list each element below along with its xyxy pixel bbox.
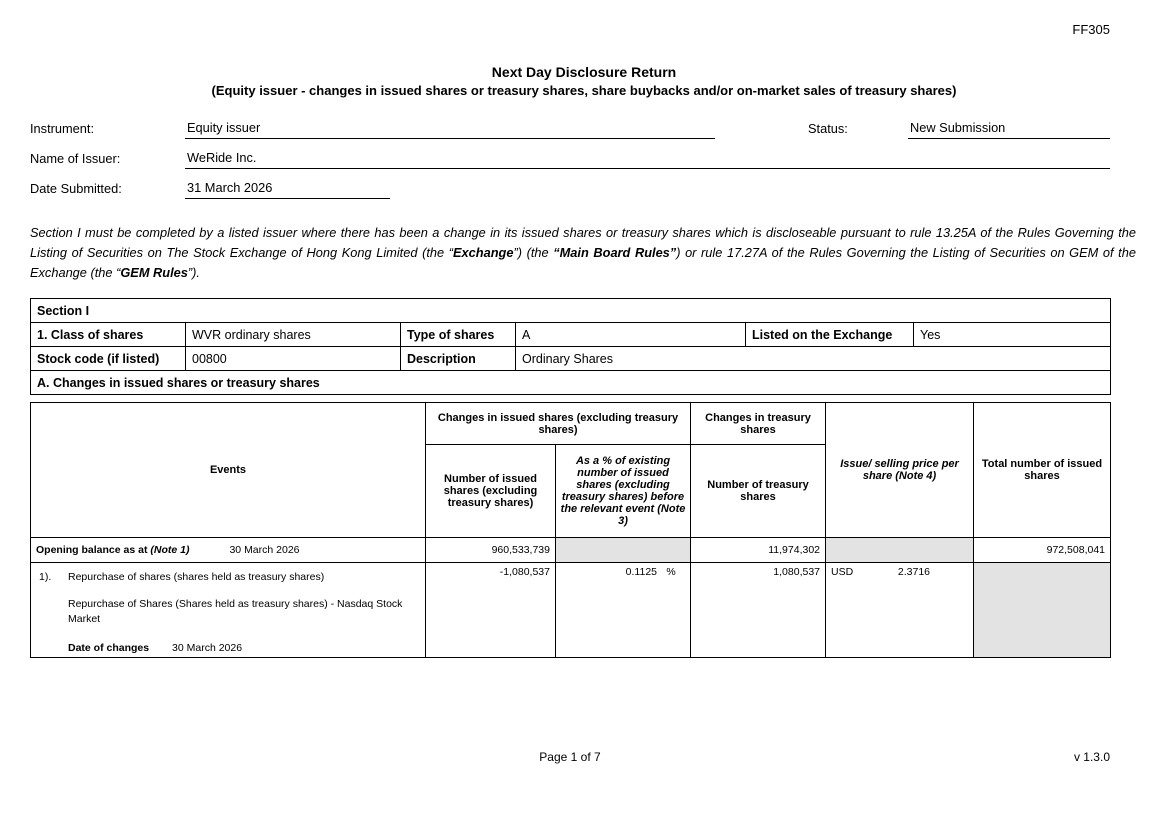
status-value: New Submission <box>908 120 1110 139</box>
intro-text-segment: ) or rule 17.27A of the Rules Governing the Listing of Securities on GEM of the Exchange (the “ <box>30 244 1136 280</box>
event-1-percent-cell <box>556 563 691 657</box>
form-code: FF305 <box>1072 22 1110 37</box>
opening-percent-cell-shaded <box>556 538 691 563</box>
listed-on-exchange-label: Listed on the Exchange <box>746 323 914 347</box>
col-header-changes-treasury: Changes in treasury shares <box>691 403 826 445</box>
event-1-num-issued: -1,080,537 <box>426 563 556 657</box>
opening-price-cell-shaded <box>826 538 974 563</box>
instrument-row <box>30 120 1110 139</box>
intro-bold-exchange: Exchange <box>452 244 514 260</box>
intro-bold-main-board-rules: “Main Board Rules” <box>553 244 677 260</box>
intro-text-segment: ”) (the <box>513 244 554 260</box>
type-of-shares-value: A <box>516 323 746 347</box>
col-header-changes-issued: Changes in issued shares (excluding treasury shares) <box>426 403 691 445</box>
opening-balance-label: Opening balance as at <box>36 544 151 557</box>
issuer-value: WeRide Inc. <box>185 150 1110 169</box>
page-footer <box>30 750 1110 766</box>
version-label: v 1.3.0 <box>1073 750 1110 764</box>
listed-on-exchange-value: Yes <box>914 323 1111 347</box>
section1-table <box>30 298 1111 395</box>
description-value: Ordinary Shares <box>516 347 1111 371</box>
event-1-date-value: 30 March 2026 <box>172 641 243 654</box>
event-1-price: 2.3716 <box>897 566 931 579</box>
stock-code-label: Stock code (if listed) <box>31 347 186 371</box>
date-submitted-label: Date Submitted: <box>30 181 122 196</box>
class-of-shares-value: WVR ordinary shares <box>186 323 401 347</box>
intro-text-segment: ”). <box>187 264 200 280</box>
status-label: Status: <box>808 121 848 136</box>
instrument-label: Instrument: <box>30 121 95 136</box>
event-1-currency: USD <box>831 566 854 579</box>
opening-balance-label-cell <box>31 538 426 563</box>
page-number: Page 1 of 7 <box>539 750 601 764</box>
event-1-price-cell <box>826 563 974 657</box>
class-of-shares-row <box>31 323 1111 347</box>
events-table <box>30 402 1111 657</box>
type-of-shares-label: Type of shares <box>401 323 516 347</box>
intro-paragraph <box>30 223 1136 282</box>
date-submitted-row <box>30 180 1110 199</box>
opening-balance-note: (Note 1) <box>150 544 190 557</box>
page-subtitle: (Equity issuer - changes in issued shares or treasury shares, share buybacks and/or on-market sales of treasury shares) <box>211 83 957 98</box>
col-header-num-issued: Number of issued shares (excluding treasury shares) <box>426 445 556 538</box>
event-row-1 <box>31 563 1111 657</box>
class-of-shares-label: 1. Class of shares <box>31 323 186 347</box>
event-1-percent-value: 0.1125 <box>625 566 658 579</box>
event-1-total-cell-shaded <box>974 563 1111 657</box>
events-header-row-1 <box>31 403 1111 445</box>
opening-total: 972,508,041 <box>974 538 1111 563</box>
page-title: Next Day Disclosure Return <box>491 64 677 80</box>
col-header-events: Events <box>31 403 426 538</box>
event-1-description-cell <box>31 563 426 657</box>
event-1-index: 1). <box>39 571 52 584</box>
col-header-price: Issue/ selling price per share (Note 4) <box>826 403 974 538</box>
col-header-percent: As a % of existing number of issued shares (excluding treasury shares) before the relevant event (Note 3) <box>556 445 691 538</box>
event-1-percent-sign: % <box>666 566 676 579</box>
section-a-title-row <box>31 371 1111 395</box>
section1-title-row <box>31 299 1111 323</box>
instrument-value: Equity issuer <box>185 120 715 139</box>
title-block <box>30 64 1138 98</box>
opening-num-treasury: 11,974,302 <box>691 538 826 563</box>
opening-balance-row <box>31 538 1111 563</box>
date-submitted-value: 31 March 2026 <box>185 180 390 199</box>
stock-code-value: 00800 <box>186 347 401 371</box>
description-label: Description <box>401 347 516 371</box>
event-1-line1: Repurchase of shares (shares held as treasury shares) <box>68 571 325 584</box>
header-fields <box>30 120 1110 199</box>
issuer-label: Name of Issuer: <box>30 151 121 166</box>
event-1-date-label: Date of changes <box>68 641 150 654</box>
opening-balance-date: 30 March 2026 <box>229 544 300 557</box>
event-1-line2: Repurchase of Shares (Shares held as treasury shares) - Nasdaq Stock Market <box>68 598 403 625</box>
intro-bold-gem-rules: GEM Rules <box>120 264 188 280</box>
section-a-title: A. Changes in issued shares or treasury shares <box>31 371 1111 395</box>
event-1-num-treasury: 1,080,537 <box>691 563 826 657</box>
col-header-total: Total number of issued shares <box>974 403 1111 538</box>
stock-code-row <box>31 347 1111 371</box>
intro-text-segment: Section I must be completed by a listed issuer where there has been a change in its issued shares or treasury shares which is discloseable pursuant to rule 13.25A of the Rules Governing the Listing of Securities on The Stock Exchange of Hong Kong Limited (the “ <box>30 225 1136 260</box>
section1-title: Section I <box>31 299 1111 323</box>
issuer-row <box>30 150 1110 169</box>
opening-num-issued: 960,533,739 <box>426 538 556 563</box>
col-header-num-treasury: Number of treasury shares <box>691 445 826 538</box>
